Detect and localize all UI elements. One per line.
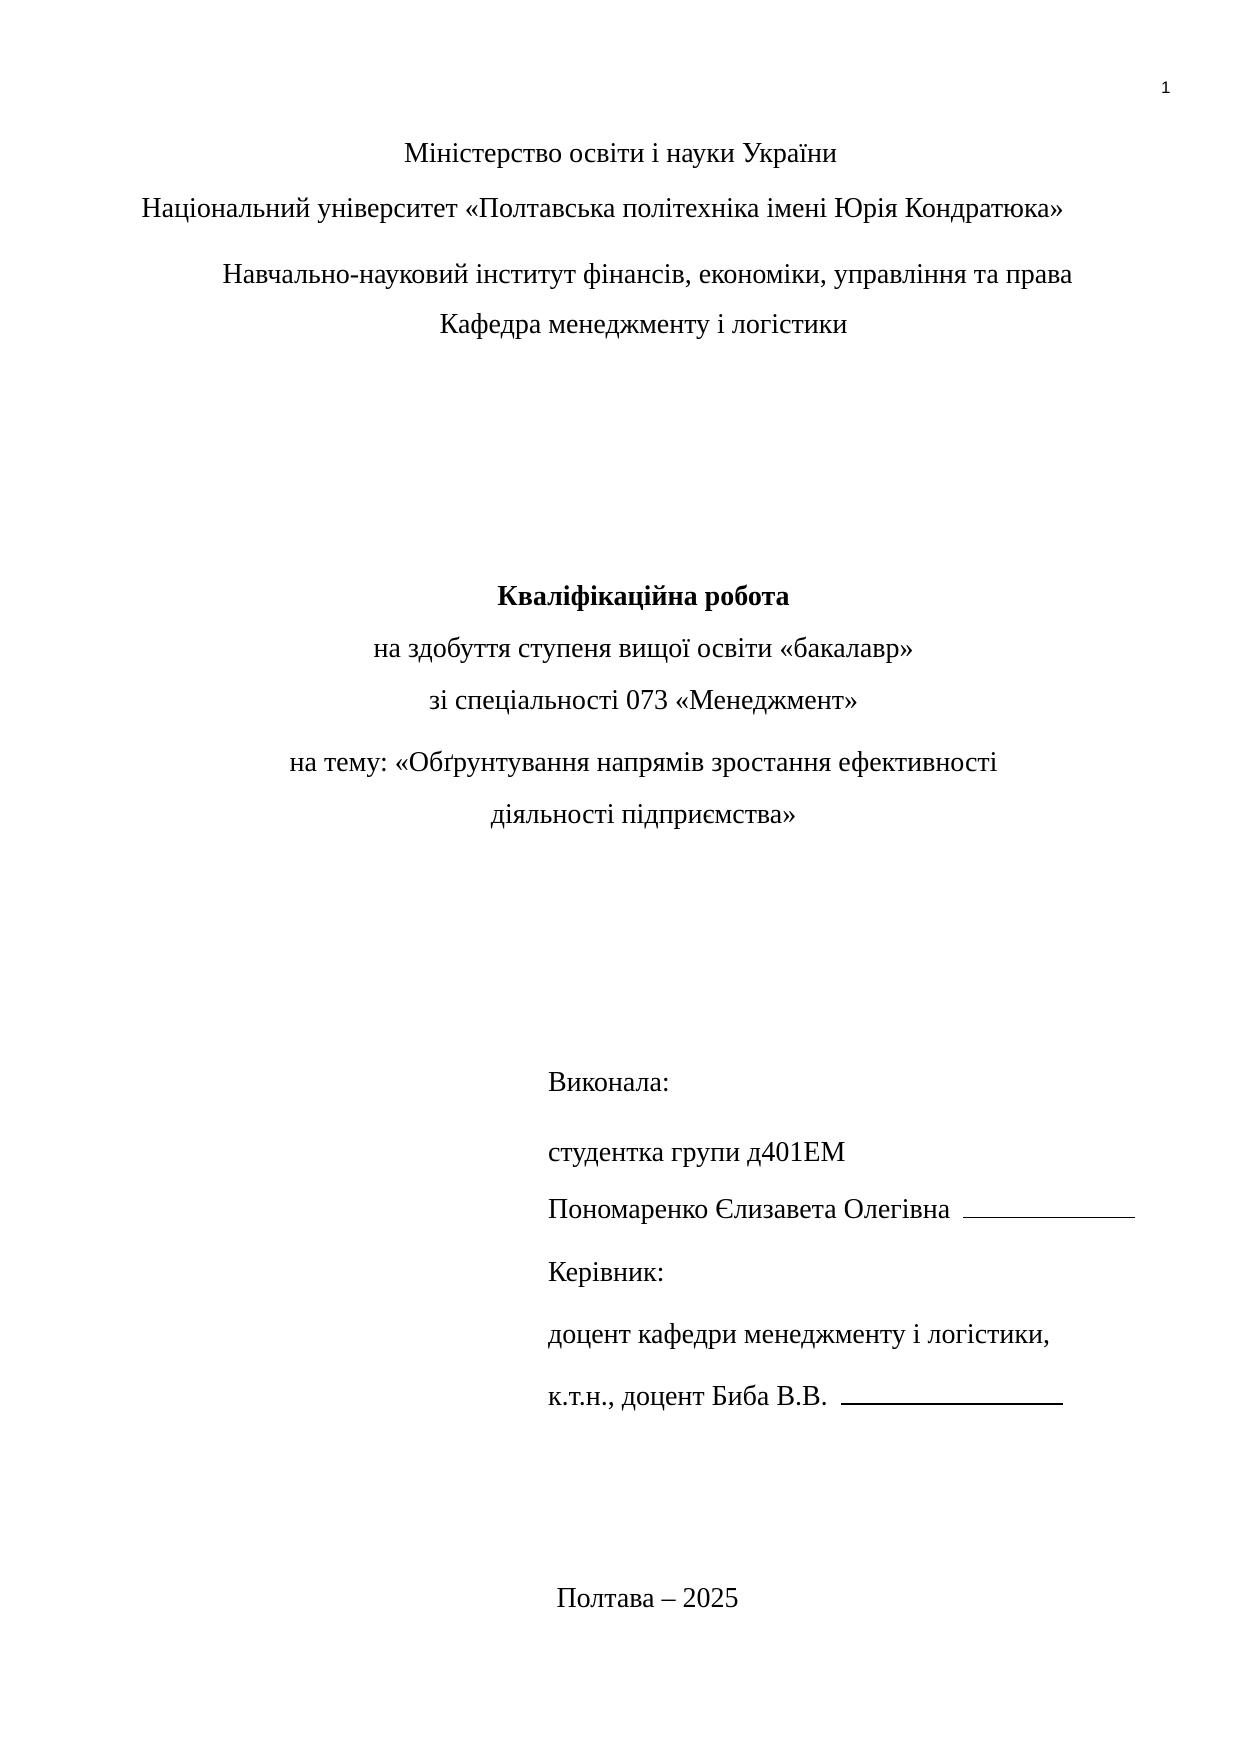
department-heading: Кафедра менеджменту і логістики bbox=[439, 309, 848, 340]
student-group: студентка групи д401ЕМ bbox=[548, 1137, 846, 1168]
student-name: Пономаренко Єлизавета Олегівна bbox=[548, 1194, 951, 1225]
supervisor-name: к.т.н., доцент Биба В.В. bbox=[548, 1381, 828, 1412]
city-year: Полтава – 2025 bbox=[556, 1583, 739, 1614]
supervisor-signature-line bbox=[548, 1379, 1063, 1414]
student-signature-blank bbox=[963, 1193, 1135, 1218]
university-heading: Національний університет «Полтавська політехніка імені Юрія Кондратюка» bbox=[141, 193, 1064, 224]
student-signature-line bbox=[548, 1193, 1135, 1227]
work-type-title: Кваліфікаційна робота bbox=[497, 581, 790, 612]
topic-line-2: діяльності підприємства» bbox=[490, 799, 797, 830]
degree-line: на здобуття ступеня вищої освіти «бакалавр» bbox=[373, 633, 914, 664]
specialty-line: зі спеціальності 073 «Менеджмент» bbox=[429, 685, 858, 716]
performed-label: Виконала: bbox=[548, 1067, 670, 1098]
institute-heading: Навчально-науковий інститут фінансів, економіки, управління та права bbox=[222, 259, 1073, 290]
supervisor-position: доцент кафедри менеджменту і логістики, bbox=[548, 1319, 1050, 1350]
supervisor-signature-blank bbox=[841, 1379, 1063, 1405]
ministry-heading: Міністерство освіти і науки України bbox=[403, 138, 838, 169]
topic-line-1: на тему: «Обґрунтування напрямів зростання ефективності bbox=[289, 747, 998, 778]
page-number: 1 bbox=[1161, 78, 1171, 97]
supervisor-label: Керівник: bbox=[548, 1257, 665, 1288]
